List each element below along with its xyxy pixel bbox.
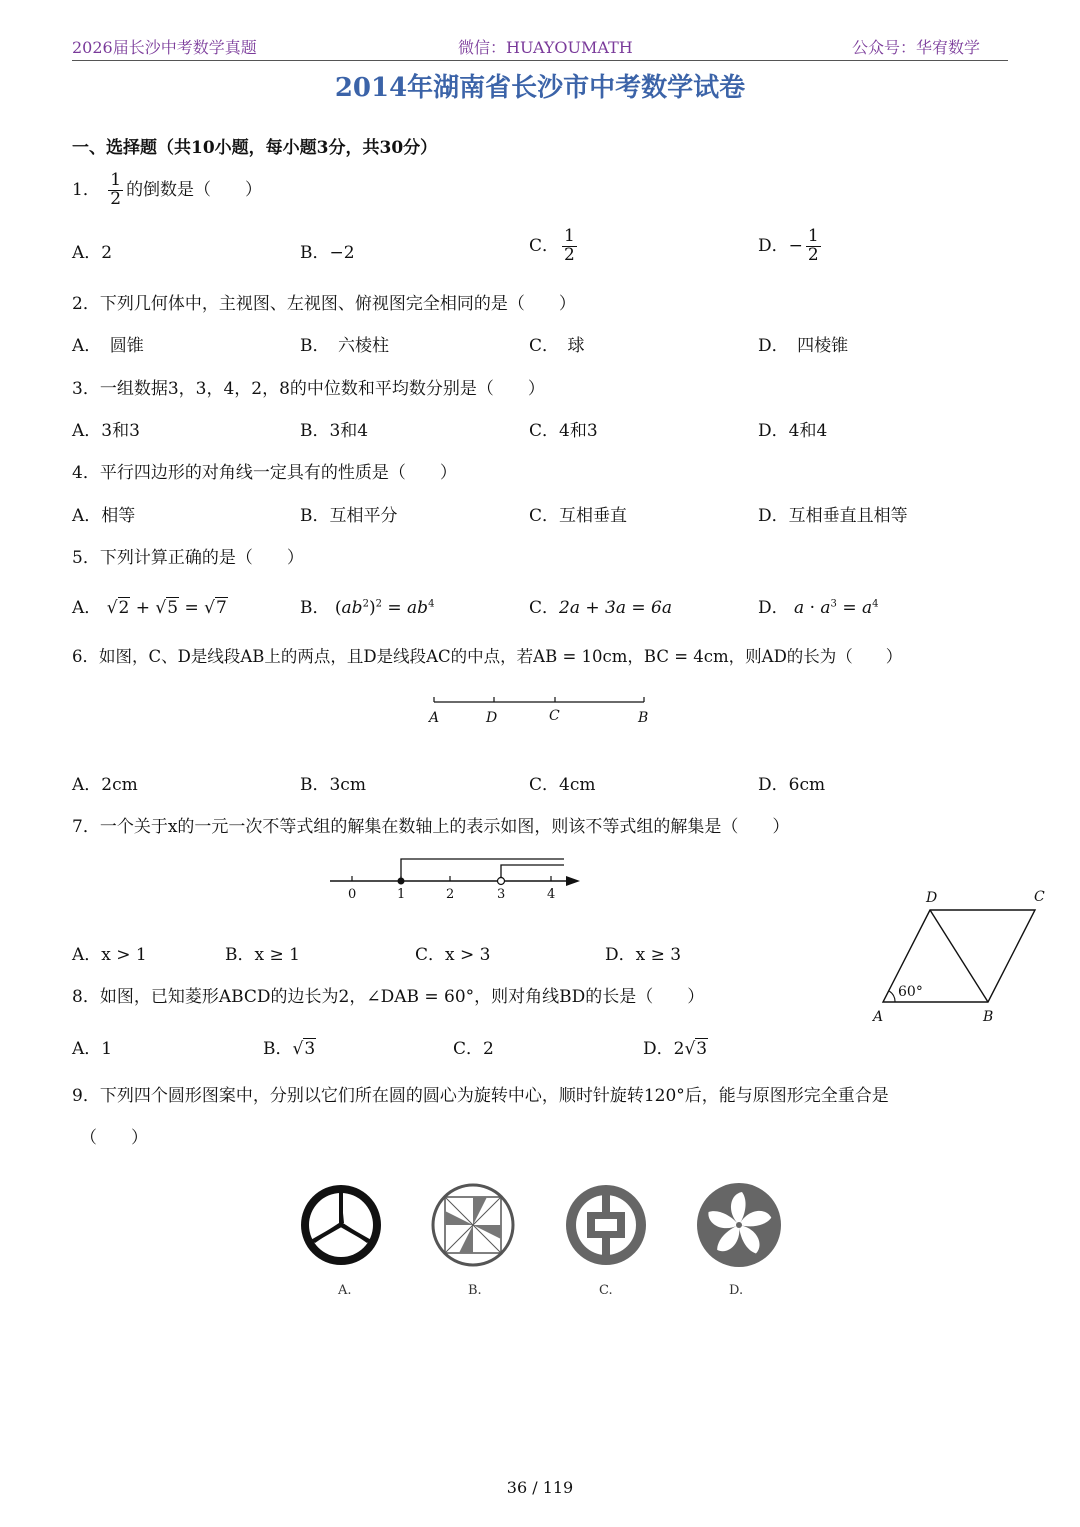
q5-option-d bbox=[758, 593, 879, 618]
q1-frac-num: 1 bbox=[110, 170, 122, 190]
q5-option-d-label: D． bbox=[758, 598, 789, 618]
q1-option-d-fraction bbox=[806, 228, 821, 265]
seg-label-a: A bbox=[429, 710, 440, 726]
diagonal-bd bbox=[930, 910, 988, 1002]
q5-option-a-label: A． bbox=[72, 598, 102, 618]
q5-option-c bbox=[529, 593, 672, 618]
tick-label-2: 2 bbox=[446, 887, 455, 902]
number-line-figure bbox=[330, 855, 580, 889]
rhombus-angle-label: 60° bbox=[898, 984, 923, 1000]
tick-label-3: 3 bbox=[497, 887, 506, 902]
header-left: 2026届长沙中考数学真题 bbox=[72, 38, 257, 57]
closed-dot-1 bbox=[398, 878, 405, 885]
q3-option-c: C．4和3 bbox=[529, 421, 598, 441]
circle-pattern-d bbox=[696, 1182, 782, 1268]
circle-pattern-b bbox=[430, 1182, 516, 1268]
solution-ray-1 bbox=[401, 859, 564, 881]
q4-option-a: A．相等 bbox=[72, 506, 136, 526]
tick-label-1: 1 bbox=[397, 887, 406, 902]
seg-label-c: C bbox=[549, 708, 560, 724]
q8-option-b-expr: √3 bbox=[292, 1039, 316, 1059]
solution-ray-3 bbox=[501, 865, 564, 881]
rhombus-label-a: A bbox=[873, 1009, 884, 1025]
q5-option-a bbox=[72, 593, 228, 618]
question-1 bbox=[72, 172, 262, 209]
q4-option-d: D．互相垂直且相等 bbox=[758, 506, 908, 526]
question-2: 2．下列几何体中，主视图、左视图、俯视图完全相同的是（ ） bbox=[72, 294, 576, 314]
caption-c: C. bbox=[599, 1283, 613, 1298]
q3-option-b: B．3和4 bbox=[300, 421, 369, 441]
q1-option-c-den: 2 bbox=[564, 244, 575, 265]
q1-option-d-num: 1 bbox=[807, 226, 819, 246]
caption-d: D. bbox=[729, 1283, 744, 1298]
q5-option-c-expr: 2a + 3a = 6a bbox=[559, 598, 672, 618]
question-9: 9．下列四个圆形图案中，分别以它们所在圆的圆心为旋转中心，顺时针旋转120°后，能与原图形完全重合是 bbox=[72, 1086, 889, 1106]
rhombus-label-d: D bbox=[926, 890, 938, 906]
seg-label-b: B bbox=[638, 710, 649, 726]
q5-option-a-expr: √2 + √5 = √7 bbox=[106, 598, 227, 618]
q5-option-b-label: B． bbox=[300, 598, 330, 618]
q4-option-b: B．互相平分 bbox=[300, 506, 398, 526]
q7-option-a: A．x > 1 bbox=[72, 945, 147, 965]
flower-center bbox=[736, 1222, 742, 1228]
q2-option-d: D． 四棱锥 bbox=[758, 336, 849, 356]
question-9-paren: （ ） bbox=[80, 1128, 148, 1148]
q7-option-d: D．x ≥ 3 bbox=[605, 945, 682, 965]
tick-label-4: 4 bbox=[547, 887, 556, 902]
q1-option-d-label: D．− bbox=[758, 235, 803, 256]
question-8: 8．如图，已知菱形ABCD的边长为2，∠DAB = 60°，则对角线BD的长是（ ） bbox=[72, 987, 705, 1007]
question-7: 7．一个关于x的一元一次不等式组的解集在数轴上的表示如图，则该不等式组的解集是（ ） bbox=[72, 817, 790, 837]
circle-pattern-c bbox=[563, 1182, 649, 1268]
q1-fraction bbox=[108, 172, 123, 209]
q8-option-d bbox=[643, 1034, 708, 1059]
question-5: 5．下列计算正确的是（ ） bbox=[72, 548, 304, 568]
q3-option-a: A．3和3 bbox=[72, 421, 140, 441]
q8-option-c: C．2 bbox=[453, 1039, 494, 1059]
q2-option-a: A． 圆锥 bbox=[72, 336, 144, 356]
seg-label-d: D bbox=[486, 710, 498, 726]
tick-label-0: 0 bbox=[348, 887, 357, 902]
q1-option-b: B．−2 bbox=[300, 243, 355, 263]
q8-option-a: A．1 bbox=[72, 1039, 113, 1059]
q5-option-b-expr: $(ab^2)^2 = ab^4$ bbox=[334, 598, 435, 618]
q7-option-c: C．x > 3 bbox=[415, 945, 491, 965]
q4-option-c: C．互相垂直 bbox=[529, 506, 628, 526]
q8-option-b bbox=[263, 1034, 316, 1059]
q1-option-c-fraction bbox=[562, 228, 577, 265]
q6-option-b: B．3cm bbox=[300, 775, 366, 795]
header-right: 公众号：华宥数学 bbox=[852, 38, 981, 57]
q7-option-b: B．x ≥ 1 bbox=[225, 945, 300, 965]
rhombus-label-c: C bbox=[1034, 889, 1045, 905]
q1-option-c-num: 1 bbox=[564, 226, 575, 246]
q5-option-d-expr: $a \cdot a^3 = a^4$ bbox=[794, 598, 879, 618]
question-4: 4．平行四边形的对角线一定具有的性质是（ ） bbox=[72, 463, 457, 483]
caption-a: A. bbox=[338, 1283, 352, 1298]
q8-option-d-label: D．2 bbox=[643, 1039, 685, 1059]
question-6: 6．如图，C、D是线段AB上的两点，且D是线段AC的中点，若AB = 10cm，BC = 4cm，则AD的长为（ ） bbox=[72, 647, 903, 666]
q6-option-c: C．4cm bbox=[529, 775, 596, 795]
header-divider bbox=[72, 60, 1008, 61]
number-line-arrow bbox=[566, 876, 580, 886]
q8-option-b-label: B． bbox=[263, 1039, 293, 1059]
q1-option-d bbox=[758, 228, 824, 265]
q5-option-c-label: C． bbox=[529, 598, 560, 618]
caption-b: B. bbox=[468, 1283, 482, 1298]
q1-option-a: A．2 bbox=[72, 243, 113, 263]
rhombus-label-b: B bbox=[983, 1009, 994, 1025]
circle-pattern-a bbox=[298, 1182, 384, 1268]
section-heading: 一、选择题（共10小题，每小题3分，共30分） bbox=[72, 138, 438, 158]
open-dot-3 bbox=[498, 878, 505, 885]
q2-option-b: B． 六棱柱 bbox=[300, 336, 389, 356]
q1-option-c-label: C． bbox=[529, 235, 560, 256]
q2-option-c: C． 球 bbox=[529, 336, 585, 356]
q1-number: 1． bbox=[72, 179, 100, 200]
q8-option-d-expr: √3 bbox=[684, 1039, 708, 1059]
page-number: 36 / 119 bbox=[506, 1478, 574, 1497]
page-title: 2014年湖南省长沙市中考数学试卷 bbox=[334, 73, 746, 103]
angle-arc bbox=[889, 991, 895, 1002]
q1-text: 的倒数是（ ） bbox=[126, 179, 263, 200]
question-3: 3．一组数据3，3，4，2，8的中位数和平均数分别是（ ） bbox=[72, 379, 545, 399]
q6-option-a: A．2cm bbox=[72, 775, 138, 795]
q1-frac-den: 2 bbox=[110, 188, 122, 209]
q1-option-c bbox=[529, 228, 580, 265]
q6-option-d: D．6cm bbox=[758, 775, 826, 795]
header-center: 微信：HUAYOUMATH bbox=[458, 38, 633, 57]
q5-option-b bbox=[300, 593, 434, 618]
segment-figure bbox=[430, 694, 650, 730]
logo-square-hole bbox=[595, 1219, 617, 1231]
q1-option-d-den: 2 bbox=[807, 244, 819, 265]
q3-option-d: D．4和4 bbox=[758, 421, 828, 441]
